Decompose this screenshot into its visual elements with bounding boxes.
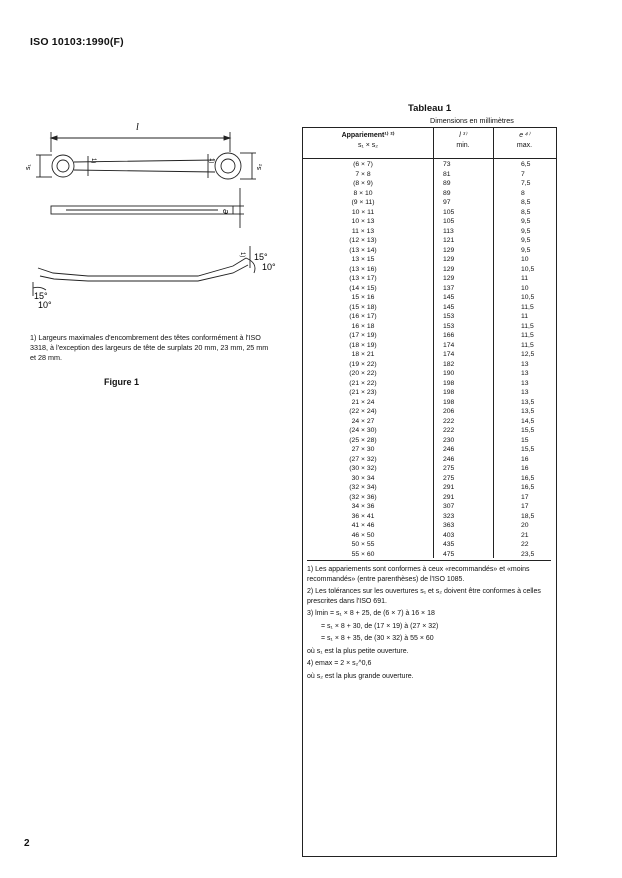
table-cell: 13 <box>521 379 529 387</box>
table-cell: 23,5 <box>521 550 535 558</box>
table-cell: 275 <box>443 474 455 482</box>
table-caption: Tableau 1 <box>408 103 452 114</box>
table-cell: 323 <box>443 512 455 520</box>
table-cell: (13 × 17) <box>349 275 377 282</box>
table-cell: 81 <box>443 170 451 178</box>
table-cell: (24 × 30) <box>349 427 377 434</box>
table-cell: 190 <box>443 370 455 377</box>
table-cell: 13 <box>521 370 529 377</box>
table-cell: 13,5 <box>521 408 535 415</box>
s1-label: s₁ <box>25 164 32 170</box>
table-cell: (27 × 32) <box>349 455 377 463</box>
table-cell: 198 <box>443 398 455 406</box>
angle-15-right: 15° <box>254 252 268 262</box>
table-footnote-3d: où s₁ est la plus petite ouverture. <box>307 647 409 655</box>
table-cell: 34 × 36 <box>351 503 375 510</box>
table-units: Dimensions en millimètres <box>430 116 514 125</box>
table-cell: 27 × 30 <box>351 446 375 453</box>
table-cell: 291 <box>443 484 455 491</box>
table-cell: 275 <box>443 465 455 472</box>
table-cell: 145 <box>443 303 455 311</box>
table-cell: 11,5 <box>521 341 534 349</box>
column-divider <box>493 128 494 558</box>
col-e-sub: max. <box>516 142 533 149</box>
table-cell: 174 <box>443 341 455 349</box>
table-footnote-3b: = s₁ × 8 + 30, de (17 × 19) à (27 × 32) <box>321 622 439 630</box>
table-cell: 198 <box>443 389 455 396</box>
table-cell: 11,5 <box>521 322 534 330</box>
table-cell: 15,5 <box>521 446 535 453</box>
table-cell: (32 × 36) <box>349 493 377 501</box>
table-cell: 6,5 <box>521 161 531 168</box>
table-cell: 46 × 50 <box>351 531 375 539</box>
table-cell: 121 <box>443 237 455 244</box>
table-cell: 10,5 <box>521 294 535 301</box>
table-footnote-3a: 3) lmin = s₁ × 8 + 25, de (6 × 7) à 16 × 18 <box>307 610 435 617</box>
table-cell: 11 <box>521 275 529 282</box>
wrench-figure <box>18 118 276 318</box>
table-footnotes <box>307 560 551 684</box>
table-cell: 12,5 <box>521 351 535 358</box>
table-cell: 222 <box>443 427 455 434</box>
table-cell: 10 × 13 <box>351 218 375 225</box>
table-cell: 16,5 <box>521 474 535 482</box>
table-cell: (9 × 11) <box>351 199 375 206</box>
angle-15-left: 15° <box>34 291 48 301</box>
table-cell: 129 <box>443 246 455 254</box>
angle-10-right: 10° <box>262 262 276 272</box>
table-cell: 9,5 <box>521 237 531 244</box>
table-cell: 21 <box>521 531 529 539</box>
table-cell: 97 <box>443 199 451 206</box>
table-cell: 16,5 <box>521 484 535 491</box>
table-cell: (32 × 34) <box>349 484 377 491</box>
table-cell: 8 × 10 <box>353 189 373 197</box>
table-cell: 41 × 46 <box>351 522 375 529</box>
table-cell: 24 × 27 <box>351 417 375 425</box>
table-cell: (16 × 17) <box>349 313 377 320</box>
table-cell: (22 × 24) <box>349 408 377 415</box>
table-cell: 16 <box>521 455 529 463</box>
table-cell: 307 <box>443 503 455 510</box>
table-cell: 17 <box>521 493 529 501</box>
s2-label: s₂ <box>256 163 263 170</box>
table-cell: 403 <box>443 531 455 539</box>
table-cell: (12 × 13) <box>349 237 377 244</box>
table-cell: (21 × 22) <box>349 379 377 387</box>
table-cell: 137 <box>443 284 455 292</box>
table-cell: (18 × 19) <box>349 341 377 349</box>
table-cell: 129 <box>443 275 455 282</box>
table-cell: 291 <box>443 493 455 501</box>
table-cell: (15 × 18) <box>349 303 377 311</box>
table-cell: 11 <box>521 313 529 320</box>
table-cell: 10 × 11 <box>351 208 375 216</box>
table-cell: 8 <box>521 189 525 197</box>
table-cell: 8,5 <box>521 199 531 206</box>
table-cell: 9,5 <box>521 246 531 254</box>
table-cell: (19 × 22) <box>349 360 377 368</box>
table-cell: 17 <box>521 503 529 510</box>
table-cell: (25 × 28) <box>349 436 377 444</box>
table-cell: 15 <box>521 436 529 444</box>
length-label: l <box>136 122 139 133</box>
footnote-mark-left: 1) <box>90 158 96 164</box>
table-cell: 55 × 60 <box>351 550 375 558</box>
footnote-mark-right: 1) <box>208 158 214 164</box>
table-cell: (8 × 9) <box>353 180 373 187</box>
table-cell: (20 × 22) <box>349 370 377 377</box>
table-cell: 246 <box>443 446 455 453</box>
table-cell: 198 <box>443 379 455 387</box>
table-cell: 182 <box>443 360 455 368</box>
table-cell: 13 <box>521 389 529 396</box>
table-header <box>303 128 556 159</box>
table-cell: 246 <box>443 455 455 463</box>
table-cell: 363 <box>443 522 455 529</box>
table-cell: 36 × 41 <box>351 512 375 520</box>
table-cell: 475 <box>443 550 455 558</box>
col-l-header: l ³⁾ <box>459 132 467 139</box>
table-cell: 153 <box>443 313 455 320</box>
table-cell: 50 × 55 <box>351 541 375 548</box>
figure-caption: Figure 1 <box>104 377 140 387</box>
table-cell: 13 × 15 <box>351 256 375 263</box>
table-cell: 21 × 24 <box>351 398 375 406</box>
e-label: e <box>220 208 230 214</box>
table-cell: 7 × 8 <box>355 170 371 178</box>
standard-id-header: ISO 10103:1990(F) <box>30 36 124 48</box>
table-cell: 153 <box>443 322 455 330</box>
table-cell: (13 × 14) <box>349 246 377 254</box>
table-cell: 73 <box>443 161 451 168</box>
table-cell: 8,5 <box>521 208 531 216</box>
table-cell: (13 × 16) <box>349 265 377 273</box>
table-footnote-4b: où s₂ est la plus grande ouverture. <box>307 672 414 680</box>
dimensions-table <box>302 127 557 857</box>
table-cell: (21 × 23) <box>349 389 377 396</box>
table-footnote-3c: = s₁ × 8 + 35, de (30 × 32) à 55 × 60 <box>321 635 434 642</box>
column-divider <box>433 128 434 558</box>
table-cell: 14,5 <box>521 417 535 425</box>
table-cell: 10 <box>521 284 529 292</box>
table-cell: 9,5 <box>521 218 531 225</box>
table-cell: 89 <box>443 180 451 187</box>
col-l-sub: min. <box>456 142 470 149</box>
table-cell: 7 <box>521 170 525 178</box>
table-cell: 15 × 16 <box>351 294 375 301</box>
table-cell: 30 × 34 <box>351 474 375 482</box>
table-cell: (6 × 7) <box>353 161 373 168</box>
table-cell: 113 <box>443 227 454 235</box>
col-appariement-sub: s₁ × s₂ <box>357 142 379 149</box>
table-cell: 11 × 13 <box>351 227 375 235</box>
table-cell: 16 × 18 <box>351 322 375 330</box>
table-cell: 11,5 <box>521 303 534 311</box>
table-cell: 129 <box>443 265 455 273</box>
table-cell: (30 × 32) <box>349 465 377 472</box>
page-number: 2 <box>24 838 30 849</box>
table-cell: 105 <box>443 208 455 216</box>
table-cell: 435 <box>443 541 455 548</box>
table-cell: 89 <box>443 189 451 197</box>
col-e-header: e ⁴⁾ <box>519 132 530 139</box>
table-cell: 11,5 <box>521 332 534 339</box>
table-cell: 145 <box>443 294 455 301</box>
table-cell: (17 × 19) <box>349 332 377 339</box>
col-appariement-header: Appariement¹⁾ ²⁾ <box>341 132 395 139</box>
table-cell: 13 <box>521 360 529 368</box>
figure-footnote: 1) Largeurs maximales d'encombrement des têtes conformément à l'ISO 3318, à l'exception des largeurs de tête de surplats 20 mm, 23 mm, 25 mm et 28 mm. <box>30 333 269 362</box>
angle-footnote-mark: 1) <box>239 252 245 258</box>
table-cell: (14 × 15) <box>349 284 377 292</box>
angle-10-left: 10° <box>38 300 52 310</box>
table-cell: 9,5 <box>521 227 531 235</box>
table-footnote-2: 2) Les tolérances sur les ouvertures s₁ et s₂ doivent être conformes à celles prescrites dans l'ISO 691. <box>307 588 541 605</box>
table-cell: 22 <box>521 541 529 548</box>
table-cell: 13,5 <box>521 398 535 406</box>
table-cell: 206 <box>443 408 455 415</box>
table-cell: 16 <box>521 465 529 472</box>
table-cell: 7,5 <box>521 180 531 187</box>
table-cell: 129 <box>443 256 455 263</box>
table-cell: 166 <box>443 332 455 339</box>
table-cell: 10,5 <box>521 265 535 273</box>
table-cell: 230 <box>443 436 455 444</box>
table-cell: 18,5 <box>521 512 535 520</box>
table-cell: 105 <box>443 218 455 225</box>
table-footnote-4a: 4) emax = 2 × s₂^0,6 <box>307 660 372 667</box>
table-cell: 20 <box>521 522 529 529</box>
table-cell: 222 <box>443 417 455 425</box>
table-cell: 18 × 21 <box>351 351 375 358</box>
table-cell: 15,5 <box>521 427 535 434</box>
table-cell: 174 <box>443 351 455 358</box>
table-footnote-1: 1) Les appariements sont conformes à ceux «recommandés» et «moins recommandés» (entre parenthèses) de l'ISO 1085. <box>307 566 530 583</box>
table-cell: 10 <box>521 256 529 263</box>
